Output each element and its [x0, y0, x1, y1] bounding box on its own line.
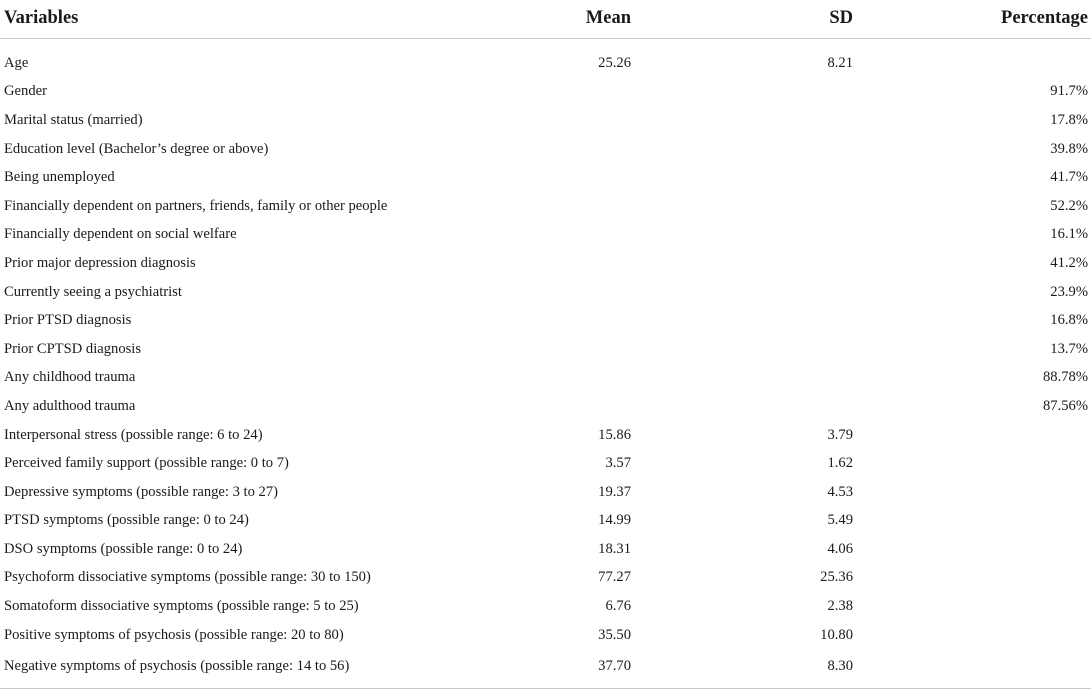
table-row	[0, 364, 1091, 393]
cell-sd: 8.21	[827, 54, 853, 71]
cell-variable: Financially dependent on social welfare	[4, 226, 237, 243]
table-row	[0, 306, 1091, 335]
cell-sd	[728, 278, 915, 307]
cell-mean: 18.31	[598, 540, 631, 557]
table-row	[0, 135, 1091, 164]
table-row	[0, 392, 1091, 421]
cell-percentage: 13.7%	[1050, 340, 1088, 357]
table-row	[0, 278, 1091, 307]
cell-mean	[541, 249, 728, 278]
cell-percentage	[915, 449, 1091, 478]
cell-sd: 1.62	[827, 455, 853, 472]
table-row	[0, 78, 1091, 107]
cell-sd: 4.53	[827, 483, 853, 500]
cell-variable: Financially dependent on partners, friends, family or other people	[4, 197, 388, 214]
cell-mean	[541, 135, 728, 164]
header-row	[0, 0, 1091, 39]
cell-percentage	[915, 535, 1091, 564]
cell-percentage	[915, 49, 1091, 78]
table-row	[0, 535, 1091, 564]
cell-percentage: 52.2%	[1050, 197, 1088, 214]
table-row	[0, 106, 1091, 135]
cell-sd	[728, 306, 915, 335]
cell-percentage: 87.56%	[1043, 397, 1088, 414]
table-row	[0, 163, 1091, 192]
cell-percentage	[915, 421, 1091, 450]
cell-mean: 14.99	[598, 512, 631, 529]
cell-mean: 15.86	[598, 426, 631, 443]
cell-sd	[728, 364, 915, 393]
table-row	[0, 449, 1091, 478]
cell-sd	[728, 135, 915, 164]
cell-variable: Any adulthood trauma	[4, 397, 136, 414]
cell-sd: 10.80	[820, 626, 853, 643]
cell-mean: 35.50	[598, 626, 631, 643]
header-variables: Variables	[0, 0, 541, 39]
cell-mean	[541, 163, 728, 192]
cell-mean: 6.76	[605, 598, 631, 615]
cell-percentage: 88.78%	[1043, 369, 1088, 386]
cell-variable: Education level (Bachelor’s degree or above)	[4, 140, 269, 157]
table-body	[0, 39, 1091, 689]
table-row	[0, 621, 1091, 650]
cell-sd: 4.06	[827, 540, 853, 557]
table-spacer-row	[0, 39, 1091, 50]
cell-percentage: 16.8%	[1050, 312, 1088, 329]
cell-sd	[728, 78, 915, 107]
cell-variable: Gender	[4, 83, 47, 100]
cell-mean	[541, 192, 728, 221]
table-header	[0, 0, 1091, 39]
table-row	[0, 249, 1091, 278]
cell-percentage	[915, 564, 1091, 593]
cell-variable: Interpersonal stress (possible range: 6 to 24)	[4, 426, 263, 443]
cell-mean	[541, 392, 728, 421]
cell-variable: PTSD symptoms (possible range: 0 to 24)	[4, 512, 249, 529]
cell-mean: 77.27	[598, 569, 631, 586]
cell-mean: 25.26	[598, 54, 631, 71]
cell-percentage: 16.1%	[1050, 226, 1088, 243]
cell-variable: Psychoform dissociative symptoms (possible range: 30 to 150)	[4, 569, 371, 586]
cell-percentage	[915, 478, 1091, 507]
cell-variable: Prior major depression diagnosis	[4, 254, 196, 271]
cell-percentage	[915, 592, 1091, 621]
table-row	[0, 592, 1091, 621]
cell-mean	[541, 221, 728, 250]
cell-variable: Prior PTSD diagnosis	[4, 312, 132, 329]
table-row	[0, 478, 1091, 507]
cell-mean	[541, 364, 728, 393]
table-row	[0, 192, 1091, 221]
cell-percentage: 91.7%	[1050, 83, 1088, 100]
cell-variable: Any childhood trauma	[4, 369, 136, 386]
table-row	[0, 564, 1091, 593]
cell-variable: DSO symptoms (possible range: 0 to 24)	[4, 540, 243, 557]
cell-sd: 3.79	[827, 426, 853, 443]
cell-mean	[541, 78, 728, 107]
cell-variable: Perceived family support (possible range: 0 to 7)	[4, 455, 289, 472]
cell-sd: 2.38	[827, 598, 853, 615]
cell-percentage: 17.8%	[1050, 111, 1088, 128]
cell-percentage	[915, 507, 1091, 536]
cell-variable: Somatoform dissociative symptoms (possible range: 5 to 25)	[4, 598, 359, 615]
cell-variable: Marital status (married)	[4, 111, 143, 128]
cell-variable: Being unemployed	[4, 169, 115, 186]
header-percentage: Percentage	[915, 0, 1091, 39]
cell-mean	[541, 278, 728, 307]
header-sd: SD	[728, 0, 915, 39]
cell-mean	[541, 335, 728, 364]
cell-mean	[541, 306, 728, 335]
table-row	[0, 49, 1091, 78]
cell-percentage: 39.8%	[1050, 140, 1088, 157]
cell-percentage	[915, 649, 1091, 689]
cell-sd: 5.49	[827, 512, 853, 529]
spacer-cell	[0, 39, 1091, 50]
cell-sd	[728, 192, 915, 221]
cell-sd	[728, 249, 915, 278]
cell-sd	[728, 221, 915, 250]
cell-percentage: 41.7%	[1050, 169, 1088, 186]
cell-mean: 3.57	[605, 455, 631, 472]
cell-sd: 8.30	[728, 649, 915, 689]
table-row	[0, 507, 1091, 536]
cell-percentage	[915, 621, 1091, 650]
cell-mean: 19.37	[598, 483, 631, 500]
cell-mean: 37.70	[541, 649, 728, 689]
table-row	[0, 335, 1091, 364]
cell-variable: Prior CPTSD diagnosis	[4, 340, 142, 357]
cell-variable: Currently seeing a psychiatrist	[4, 283, 182, 300]
cell-mean	[541, 106, 728, 135]
table-row	[0, 421, 1091, 450]
cell-sd	[728, 392, 915, 421]
cell-sd	[728, 163, 915, 192]
cell-sd: 25.36	[820, 569, 853, 586]
cell-percentage: 41.2%	[1050, 254, 1088, 271]
cell-variable: Positive symptoms of psychosis (possible range: 20 to 80)	[4, 626, 344, 643]
header-mean: Mean	[541, 0, 728, 39]
cell-percentage: 23.9%	[1050, 283, 1088, 300]
cell-variable: Age	[4, 54, 29, 71]
table-row	[0, 649, 1091, 689]
table-row	[0, 221, 1091, 250]
cell-variable: Depressive symptoms (possible range: 3 to 27)	[4, 483, 278, 500]
cell-variable: Negative symptoms of psychosis (possible range: 14 to 56)	[0, 649, 541, 689]
cell-sd	[728, 106, 915, 135]
cell-sd	[728, 335, 915, 364]
